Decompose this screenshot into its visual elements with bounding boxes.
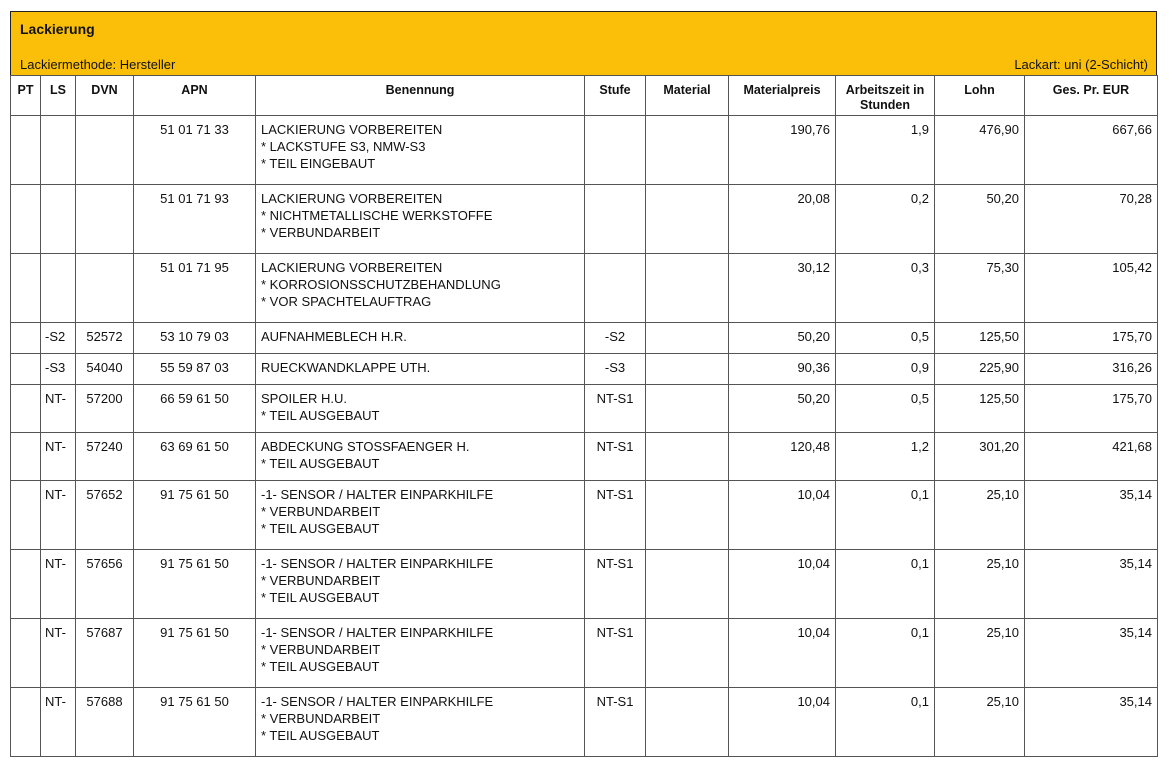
cell-arbeitszeit: 1,9 (836, 116, 935, 185)
cell-ls: NT- (41, 619, 76, 688)
cell-ls: NT- (41, 688, 76, 757)
cell-pt (11, 116, 41, 185)
cell-material (646, 619, 729, 688)
cell-ls: -S3 (41, 354, 76, 385)
column-header: Materialpreis (729, 76, 836, 116)
cell-apn: 91 75 61 50 (134, 688, 256, 757)
cell-stufe: NT-S1 (585, 688, 646, 757)
cell-pt (11, 185, 41, 254)
cell-apn: 66 59 61 50 (134, 385, 256, 433)
cell-gesamtpreis: 35,14 (1025, 688, 1158, 757)
cell-material (646, 550, 729, 619)
cell-pt (11, 688, 41, 757)
cell-stufe: -S2 (585, 323, 646, 354)
cell-stufe: NT-S1 (585, 481, 646, 550)
cell-arbeitszeit: 0,5 (836, 385, 935, 433)
description-line: * VERBUNDARBEIT (261, 504, 381, 519)
cell-gesamtpreis: 175,70 (1025, 385, 1158, 433)
cell-materialpreis: 20,08 (729, 185, 836, 254)
cell-stufe (585, 254, 646, 323)
cell-gesamtpreis: 316,26 (1025, 354, 1158, 385)
description-line: * VERBUNDARBEIT (261, 225, 381, 240)
cell-dvn (76, 254, 134, 323)
cell-material (646, 433, 729, 481)
cell-lohn: 75,30 (935, 254, 1025, 323)
cell-gesamtpreis: 70,28 (1025, 185, 1158, 254)
cell-benennung (256, 185, 585, 254)
cell-dvn: 57687 (76, 619, 134, 688)
cell-stufe (585, 185, 646, 254)
cell-material (646, 185, 729, 254)
cell-ls (41, 185, 76, 254)
cell-apn: 55 59 87 03 (134, 354, 256, 385)
description-line: SPOILER H.U. (261, 391, 347, 406)
paint-type-label: Lackart: uni (2-Schicht) (1014, 57, 1148, 72)
description-line: * TEIL AUSGEBAUT (261, 456, 380, 471)
section-title: Lackierung (20, 21, 95, 37)
cell-benennung (256, 433, 585, 481)
cell-material (646, 254, 729, 323)
cell-lohn: 25,10 (935, 688, 1025, 757)
cell-lohn: 301,20 (935, 433, 1025, 481)
column-header: Benennung (256, 76, 585, 116)
cell-ls: NT- (41, 550, 76, 619)
cell-apn: 53 10 79 03 (134, 323, 256, 354)
cell-apn: 91 75 61 50 (134, 481, 256, 550)
table-row (11, 323, 1158, 354)
cell-apn: 51 01 71 93 (134, 185, 256, 254)
cell-apn: 51 01 71 33 (134, 116, 256, 185)
column-header: APN (134, 76, 256, 116)
cell-material (646, 116, 729, 185)
cell-apn: 91 75 61 50 (134, 550, 256, 619)
cell-pt (11, 619, 41, 688)
cell-ls (41, 116, 76, 185)
cell-gesamtpreis: 35,14 (1025, 481, 1158, 550)
cell-material (646, 385, 729, 433)
paint-section (10, 11, 1157, 757)
cell-benennung (256, 550, 585, 619)
cell-materialpreis: 50,20 (729, 385, 836, 433)
description-line: * TEIL AUSGEBAUT (261, 659, 380, 674)
cell-materialpreis: 90,36 (729, 354, 836, 385)
cell-ls: -S2 (41, 323, 76, 354)
cell-benennung (256, 619, 585, 688)
cell-dvn: 54040 (76, 354, 134, 385)
cell-pt (11, 481, 41, 550)
cell-benennung (256, 481, 585, 550)
cell-apn: 91 75 61 50 (134, 619, 256, 688)
table-row (11, 550, 1158, 619)
paint-cost-table (10, 75, 1158, 757)
cell-arbeitszeit: 0,9 (836, 354, 935, 385)
cell-arbeitszeit: 0,5 (836, 323, 935, 354)
cell-materialpreis: 10,04 (729, 688, 836, 757)
description-line: * TEIL AUSGEBAUT (261, 408, 380, 423)
section-header (10, 11, 1157, 75)
cell-materialpreis: 50,20 (729, 323, 836, 354)
cell-apn: 51 01 71 95 (134, 254, 256, 323)
description-line: LACKIERUNG VORBEREITEN (261, 191, 443, 206)
cell-materialpreis: 10,04 (729, 481, 836, 550)
table-row (11, 385, 1158, 433)
description-line: * VOR SPACHTELAUFTRAG (261, 294, 432, 309)
cell-gesamtpreis: 175,70 (1025, 323, 1158, 354)
cell-arbeitszeit: 0,1 (836, 481, 935, 550)
column-header: Material (646, 76, 729, 116)
cell-materialpreis: 30,12 (729, 254, 836, 323)
cell-materialpreis: 190,76 (729, 116, 836, 185)
table-row (11, 481, 1158, 550)
description-line: * KORROSIONSSCHUTZBEHANDLUNG (261, 277, 501, 292)
cell-dvn: 57656 (76, 550, 134, 619)
table-row (11, 433, 1158, 481)
cell-benennung (256, 116, 585, 185)
cell-stufe: NT-S1 (585, 385, 646, 433)
cell-gesamtpreis: 35,14 (1025, 550, 1158, 619)
cell-lohn: 25,10 (935, 550, 1025, 619)
description-line: RUECKWANDKLAPPE UTH. (261, 360, 431, 375)
column-header: Arbeitszeit in Stunden (836, 76, 935, 116)
cell-material (646, 688, 729, 757)
cell-lohn: 50,20 (935, 185, 1025, 254)
cell-stufe: NT-S1 (585, 433, 646, 481)
table-row (11, 254, 1158, 323)
description-line: -1- SENSOR / HALTER EINPARKHILFE (261, 556, 494, 571)
description-line: * TEIL AUSGEBAUT (261, 590, 380, 605)
column-header: PT (11, 76, 41, 116)
cell-arbeitszeit: 0,1 (836, 688, 935, 757)
table-row (11, 619, 1158, 688)
cell-pt (11, 433, 41, 481)
cell-arbeitszeit: 0,2 (836, 185, 935, 254)
cell-dvn: 52572 (76, 323, 134, 354)
cell-pt (11, 254, 41, 323)
cell-stufe: NT-S1 (585, 550, 646, 619)
cell-material (646, 354, 729, 385)
table-row (11, 185, 1158, 254)
cell-pt (11, 323, 41, 354)
cell-arbeitszeit: 1,2 (836, 433, 935, 481)
cell-ls (41, 254, 76, 323)
description-line: * VERBUNDARBEIT (261, 642, 381, 657)
paint-method-label: Lackiermethode: Hersteller (20, 57, 176, 72)
column-header: Ges. Pr. EUR (1025, 76, 1158, 116)
table-row (11, 354, 1158, 385)
cell-lohn: 25,10 (935, 619, 1025, 688)
description-line: * TEIL AUSGEBAUT (261, 728, 380, 743)
description-line: -1- SENSOR / HALTER EINPARKHILFE (261, 694, 494, 709)
cell-benennung (256, 688, 585, 757)
description-line: -1- SENSOR / HALTER EINPARKHILFE (261, 625, 494, 640)
cell-stufe (585, 116, 646, 185)
description-line: AUFNAHMEBLECH H.R. (261, 329, 407, 344)
description-line: -1- SENSOR / HALTER EINPARKHILFE (261, 487, 494, 502)
cell-ls: NT- (41, 433, 76, 481)
cell-arbeitszeit: 0,3 (836, 254, 935, 323)
cell-gesamtpreis: 35,14 (1025, 619, 1158, 688)
cell-stufe: -S3 (585, 354, 646, 385)
description-line: * VERBUNDARBEIT (261, 711, 381, 726)
description-line: * TEIL AUSGEBAUT (261, 521, 380, 536)
cell-lohn: 125,50 (935, 323, 1025, 354)
table-row (11, 116, 1158, 185)
cell-dvn: 57240 (76, 433, 134, 481)
cell-ls: NT- (41, 385, 76, 433)
cell-material (646, 481, 729, 550)
cell-arbeitszeit: 0,1 (836, 550, 935, 619)
cell-dvn: 57652 (76, 481, 134, 550)
cell-materialpreis: 10,04 (729, 550, 836, 619)
cell-arbeitszeit: 0,1 (836, 619, 935, 688)
description-line: * NICHTMETALLISCHE WERKSTOFFE (261, 208, 493, 223)
cell-dvn (76, 185, 134, 254)
cell-gesamtpreis: 105,42 (1025, 254, 1158, 323)
cell-benennung (256, 385, 585, 433)
cell-dvn: 57200 (76, 385, 134, 433)
description-line: * VERBUNDARBEIT (261, 573, 381, 588)
column-header: Lohn (935, 76, 1025, 116)
description-line: * TEIL EINGEBAUT (261, 156, 376, 171)
table-row (11, 688, 1158, 757)
column-header: LS (41, 76, 76, 116)
cell-gesamtpreis: 667,66 (1025, 116, 1158, 185)
cell-benennung (256, 254, 585, 323)
cell-benennung (256, 323, 585, 354)
cell-ls: NT- (41, 481, 76, 550)
description-line: LACKIERUNG VORBEREITEN (261, 122, 443, 137)
description-line: ABDECKUNG STOSSFAENGER H. (261, 439, 470, 454)
cell-lohn: 125,50 (935, 385, 1025, 433)
description-line: LACKIERUNG VORBEREITEN (261, 260, 443, 275)
cell-pt (11, 550, 41, 619)
column-header: Stufe (585, 76, 646, 116)
cell-material (646, 323, 729, 354)
cell-stufe: NT-S1 (585, 619, 646, 688)
cell-materialpreis: 120,48 (729, 433, 836, 481)
cell-lohn: 225,90 (935, 354, 1025, 385)
cell-dvn (76, 116, 134, 185)
cell-lohn: 25,10 (935, 481, 1025, 550)
cell-lohn: 476,90 (935, 116, 1025, 185)
cell-dvn: 57688 (76, 688, 134, 757)
cell-benennung (256, 354, 585, 385)
description-line: * LACKSTUFE S3, NMW-S3 (261, 139, 426, 154)
cell-gesamtpreis: 421,68 (1025, 433, 1158, 481)
column-header: DVN (76, 76, 134, 116)
cell-pt (11, 385, 41, 433)
cell-materialpreis: 10,04 (729, 619, 836, 688)
cell-apn: 63 69 61 50 (134, 433, 256, 481)
cell-pt (11, 354, 41, 385)
table-header-row (11, 76, 1158, 116)
